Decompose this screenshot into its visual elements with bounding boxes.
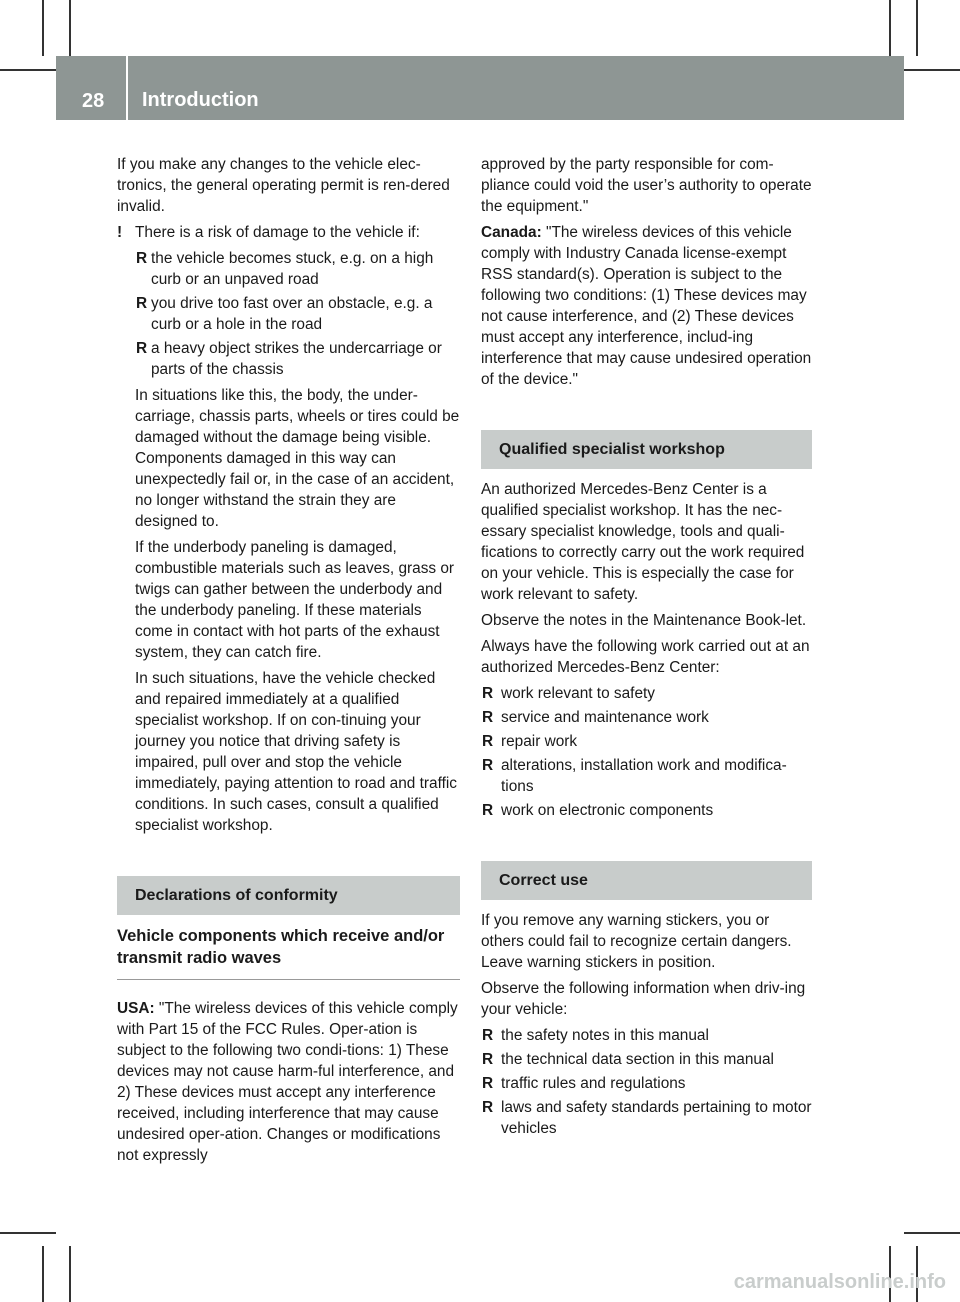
crop-mark — [916, 0, 918, 56]
bullet-icon: R — [136, 340, 148, 357]
paragraph: Observe the notes in the Maintenance Book-let. — [481, 612, 807, 629]
list-item: R you drive too fast over an obstacle, e.g. a curb or a hole in the road — [136, 295, 433, 333]
bullet-icon: R — [482, 802, 494, 819]
paragraph: Observe the following information when driv-ing your vehicle: — [481, 980, 806, 1018]
subheading: Vehicle components which receive and/or transmit radio waves — [117, 925, 460, 980]
canada-label: Canada: — [481, 224, 542, 241]
paragraph: In such situations, have the vehicle checked and repaired immediately at a qualified specialist workshop. If on con-tinuing your journey you notice that driving safety is impaired, pull over and stop the vehicle immediately, paying attention to road and traffic conditions. In such cases, consult a qualified specialist workshop. — [135, 670, 457, 834]
crop-mark — [0, 69, 56, 71]
right-column — [481, 154, 812, 1144]
paragraph: If you make any changes to the vehicle elec-tronics, the general operating permit is ren-dered invalid. — [117, 156, 450, 215]
bullet-icon: R — [482, 1099, 494, 1116]
list-item: R work relevant to safety — [482, 685, 655, 702]
list-item: R service and maintenance work — [482, 709, 709, 726]
bullet-icon: R — [482, 1051, 494, 1068]
bullet-icon: R — [482, 1075, 494, 1092]
page-number: 28 — [82, 90, 105, 112]
section-heading: Correct use — [481, 861, 812, 900]
crop-mark — [42, 1246, 44, 1302]
bullet-icon: R — [482, 733, 494, 750]
paragraph: approved by the party responsible for com-pliance could void the user’s authority to operate the equipment." — [481, 156, 812, 215]
paragraph: Always have the following work carried out at an authorized Mercedes-Benz Center: — [481, 638, 810, 676]
list-item: R laws and safety standards pertaining to motor vehicles — [482, 1099, 812, 1137]
list-item: R alterations, installation work and modifica-tions — [482, 757, 787, 795]
warning-list — [135, 248, 460, 380]
paragraph: Canada: "The wireless devices of this vehicle comply with Industry Canada license-exempt RSS standard(s). Operation is subject to the following two conditions: (1) These devices may not cause interference, and (2) These devices must accept any interference, includ-ing interference that may cause undesired operation of the device." — [481, 224, 812, 388]
section-heading: Declarations of conformity — [117, 876, 460, 915]
paragraph: If you remove any warning stickers, you or others could fail to recognize certain dangers. Leave warning stickers in position. — [481, 912, 792, 971]
paragraph: If the underbody paneling is damaged, combustible materials such as leaves, grass or twigs can gather between the underbody and the underbody paneling. If these materials come in contact with hot parts of the exhaust system, they can catch fire. — [135, 539, 455, 661]
list-item: R work on electronic components — [482, 802, 714, 819]
page-header — [56, 56, 904, 120]
bullet-icon: R — [482, 709, 494, 726]
crop-mark — [889, 0, 891, 56]
list-item: R a heavy object strikes the undercarriage or parts of the chassis — [136, 340, 442, 378]
section-heading: Qualified specialist workshop — [481, 430, 812, 469]
header-divider — [126, 56, 128, 120]
left-column — [117, 154, 460, 1171]
bullet-icon: R — [482, 685, 494, 702]
watermark: carmanualsonline.info — [733, 1271, 946, 1293]
bullet-icon: R — [482, 1027, 494, 1044]
list-item: R the safety notes in this manual — [482, 1027, 709, 1044]
paragraph: In situations like this, the body, the under-carriage, chassis parts, wheels or tires could be damaged without the damage being visible. Components damaged in this way can unexpectedly fail or, in the case of an accident, no longer withstand the strain they are designed to. — [135, 387, 460, 530]
correct-use-list — [481, 1025, 812, 1139]
page-title: Introduction — [142, 89, 259, 111]
crop-mark — [904, 1232, 960, 1234]
bullet-icon: R — [482, 757, 494, 774]
list-item: R traffic rules and regulations — [482, 1075, 686, 1092]
warning-icon: ! — [117, 224, 123, 241]
list-item: R the vehicle becomes stuck, e.g. on a high curb or an unpaved road — [136, 250, 434, 288]
paragraph: USA: "The wireless devices of this vehicle comply with Part 15 of the FCC Rules. Oper-ation is subject to the following two condi-tions: 1) These devices may not cause harm-ful interference, and 2) These devices must accept any interference received, including interference that may cause undesired oper-ation. Changes or modifications not expressly — [117, 1000, 458, 1164]
warning-intro: ! There is a risk of damage to the vehicle if: — [117, 224, 420, 241]
crop-mark — [69, 1246, 71, 1302]
bullet-icon: R — [136, 250, 148, 267]
paragraph: An authorized Mercedes-Benz Center is a qualified specialist workshop. It has the nec-essary specialist knowledge, tools and quali-fications to correctly carry out the work required on your vehicle. This is especially the case for work relevant to safety. — [481, 481, 805, 603]
crop-mark — [904, 69, 960, 71]
usa-label: USA: — [117, 1000, 155, 1017]
crop-mark — [42, 0, 44, 56]
workshop-list — [481, 683, 812, 821]
crop-mark — [69, 0, 71, 56]
bullet-icon: R — [136, 295, 148, 312]
warning-block — [117, 248, 460, 836]
list-item: R the technical data section in this manual — [482, 1051, 774, 1068]
list-item: R repair work — [482, 733, 578, 750]
crop-mark — [0, 1232, 56, 1234]
